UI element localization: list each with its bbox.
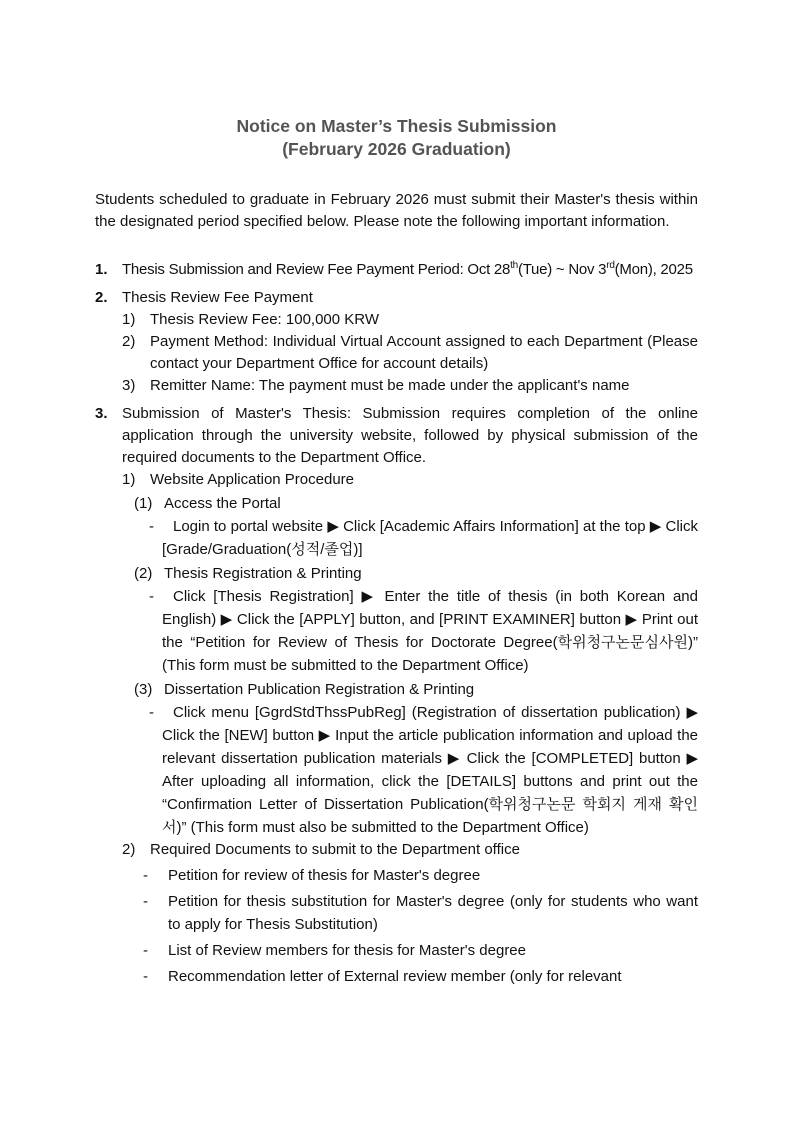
bullet-dash: - [149,518,154,535]
step-2-heading [134,563,698,585]
bullet-text: Login to portal website ▶ Click [Academic Affairs Information] at the top ▶ Click [Grade/Graduation(성적/졸업)] [162,518,698,558]
step-3-title: Dissertation Publication Registration & Printing [164,681,475,698]
list-item-3-1 [122,469,698,491]
list-item-1 [95,259,698,281]
item-3-2-title: Required Documents to submit to the Department office [150,841,520,858]
list-item-2 [95,287,698,309]
item-2-1-number: 1) [122,311,136,328]
item-1-number: 1. [95,261,108,278]
bullet-text: Recommendation letter of External review member (only for relevant [168,968,622,985]
bullet-dash: - [143,968,148,985]
page-title [95,115,698,161]
bullet-dash: - [149,704,154,721]
bullet-dash: - [149,588,154,605]
step-1-title: Access the Portal [164,495,281,512]
bullet-dash: - [143,867,148,884]
bullet-text: Click menu [GgrdStdThssPubReg] (Registration of dissertation publication) ▶ Click the [NEW] button ▶ Input the article publication information and upload the relevant dissertation publication materials ▶ Click the [COMPLETED] button ▶ After uploading all information, click the [DETAILS] buttons and print out the “Confirmation Letter of Dissertation Publication(학위청구논문 학회지 게재 확인서)” (This form must also be submitted to the Department Office) [162,704,698,836]
bullet-item [149,585,698,677]
list-item-3 [95,403,698,469]
list-item-2-3 [122,375,698,397]
bullet-item [149,701,698,839]
item-1-text-part: Thesis Submission and Review Fee Payment Period: Oct 28 [122,261,511,278]
bullet-item [143,965,698,988]
bullet-text: Click [Thesis Registration] ▶ Enter the title of thesis (in both Korean and English) ▶ Click the [APPLY] button, and [PRINT EXAMINER] button ▶ Print out the “Petition for Review of Thesis for Doctorate Degree(학위청구논문심사원)” (This form must be submitted to the Department Office) [162,588,698,674]
item-2-3-number: 3) [122,377,136,394]
bullet-item [143,939,698,962]
step-3-number: (3) [134,681,153,698]
item-1-text-part: (Tue) ~ Nov 3 [517,261,607,278]
item-2-number: 2. [95,289,108,306]
superscript-rd: rd [606,260,615,271]
intro-paragraph: Students scheduled to graduate in February 2026 must submit their Master's thesis within the designated period specified below. Please note the following important information. [95,191,698,230]
item-2-2-number: 2) [122,333,136,350]
item-3-1-title: Website Application Procedure [150,471,355,488]
step-1-heading [134,493,698,515]
list-item-2-1 [122,309,698,331]
item-2-2-text: Payment Method: Individual Virtual Account assigned to each Department (Please contact your Department Office for account details) [150,333,698,372]
item-1-text-part: (Mon), 2025 [614,261,693,278]
item-2-heading: Thesis Review Fee Payment [122,289,313,306]
bullet-text: Petition for thesis substitution for Master's degree (only for students who want to apply for Thesis Substitution) [168,893,698,933]
list-item-3-2 [122,839,698,861]
bullet-item [149,515,698,561]
item-3-number: 3. [95,405,108,422]
bullet-text: List of Review members for thesis for Master's degree [168,942,526,959]
title-line-1: Notice on Master’s Thesis Submission [236,116,557,136]
step-1-number: (1) [134,495,153,512]
step-3-heading [134,679,698,701]
item-3-heading: Submission of Master's Thesis: Submission requires completion of the online application through the university website, followed by physical submission of the required documents to the Department Office. [122,405,698,466]
title-line-2: (February 2026 Graduation) [282,139,511,159]
item-2-1-text: Thesis Review Fee: 100,000 KRW [150,311,379,328]
bullet-item [143,890,698,936]
step-2-title: Thesis Registration & Printing [164,565,362,582]
bullet-item [143,864,698,887]
list-item-2-2 [122,331,698,375]
item-3-1-number: 1) [122,471,136,488]
step-2-number: (2) [134,565,153,582]
bullet-text: Petition for review of thesis for Master's degree [168,867,481,884]
item-3-2-number: 2) [122,841,136,858]
superscript-th: th [510,260,518,271]
bullet-dash: - [143,942,148,959]
item-2-3-text: Remitter Name: The payment must be made under the applicant's name [150,377,630,394]
item-1-text [122,259,698,281]
bullet-dash: - [143,893,148,910]
